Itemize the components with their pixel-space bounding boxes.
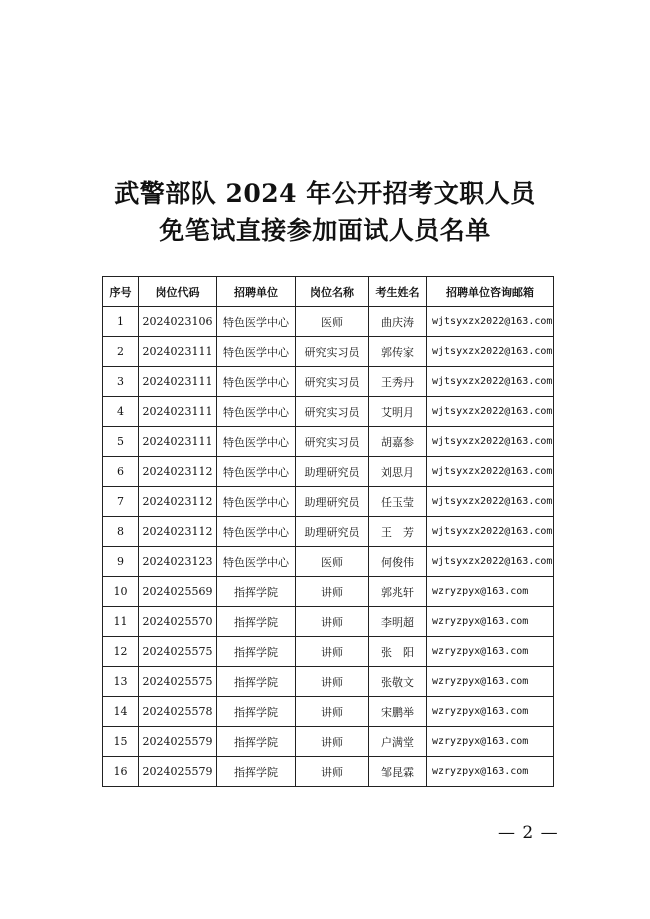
- cell-position-code: 2024023112: [139, 487, 217, 517]
- header-contact-email: 招聘单位咨询邮箱: [427, 277, 554, 307]
- cell-contact-email: wjtsyxzx2022@163.com: [427, 487, 554, 517]
- cell-candidate-name: 曲庆涛: [369, 307, 427, 337]
- table-row: [103, 547, 554, 577]
- cell-contact-email: wjtsyxzx2022@163.com: [427, 427, 554, 457]
- cell-position-code: 2024023106: [139, 307, 217, 337]
- cell-position-code: 2024025569: [139, 577, 217, 607]
- cell-position-name: 研究实习员: [296, 427, 369, 457]
- cell-position-name: 助理研究员: [296, 457, 369, 487]
- cell-position-code: 2024025578: [139, 697, 217, 727]
- cell-candidate-name: 张 阳: [369, 637, 427, 667]
- header-position-name: 岗位名称: [296, 277, 369, 307]
- cell-candidate-name: 刘思月: [369, 457, 427, 487]
- table-row: [103, 367, 554, 397]
- cell-position-name: 研究实习员: [296, 367, 369, 397]
- header-candidate-name: 考生姓名: [369, 277, 427, 307]
- cell-candidate-name: 张敬文: [369, 667, 427, 697]
- cell-recruiting-unit: 特色医学中心: [217, 367, 296, 397]
- cell-serial-number: 1: [103, 307, 139, 337]
- cell-position-name: 讲师: [296, 577, 369, 607]
- cell-serial-number: 12: [103, 637, 139, 667]
- cell-serial-number: 4: [103, 397, 139, 427]
- table-row: [103, 457, 554, 487]
- cell-contact-email: wjtsyxzx2022@163.com: [427, 457, 554, 487]
- cell-candidate-name: 户满堂: [369, 727, 427, 757]
- page-number: — 2 —: [498, 823, 559, 843]
- cell-position-code: 2024023111: [139, 397, 217, 427]
- cell-position-code: 2024025575: [139, 667, 217, 697]
- cell-recruiting-unit: 特色医学中心: [217, 487, 296, 517]
- cell-position-name: 讲师: [296, 637, 369, 667]
- cell-serial-number: 8: [103, 517, 139, 547]
- table-row: [103, 727, 554, 757]
- cell-recruiting-unit: 指挥学院: [217, 667, 296, 697]
- cell-position-code: 2024023112: [139, 457, 217, 487]
- cell-contact-email: wjtsyxzx2022@163.com: [427, 307, 554, 337]
- table-row: [103, 337, 554, 367]
- cell-candidate-name: 郭传家: [369, 337, 427, 367]
- cell-recruiting-unit: 特色医学中心: [217, 517, 296, 547]
- cell-serial-number: 15: [103, 727, 139, 757]
- cell-candidate-name: 邹昆霖: [369, 757, 427, 787]
- cell-position-name: 研究实习员: [296, 397, 369, 427]
- header-recruiting-unit: 招聘单位: [217, 277, 296, 307]
- cell-contact-email: wzryzpyx@163.com: [427, 727, 554, 757]
- cell-contact-email: wzryzpyx@163.com: [427, 607, 554, 637]
- cell-position-code: 2024025579: [139, 727, 217, 757]
- table-body: [103, 307, 554, 787]
- cell-contact-email: wjtsyxzx2022@163.com: [427, 517, 554, 547]
- cell-serial-number: 5: [103, 427, 139, 457]
- table-row: [103, 307, 554, 337]
- cell-position-name: 研究实习员: [296, 337, 369, 367]
- cell-recruiting-unit: 特色医学中心: [217, 307, 296, 337]
- cell-candidate-name: 王 芳: [369, 517, 427, 547]
- cell-contact-email: wjtsyxzx2022@163.com: [427, 397, 554, 427]
- table-header-row: [103, 277, 554, 307]
- cell-candidate-name: 王秀丹: [369, 367, 427, 397]
- cell-contact-email: wzryzpyx@163.com: [427, 757, 554, 787]
- cell-contact-email: wjtsyxzx2022@163.com: [427, 337, 554, 367]
- cell-recruiting-unit: 指挥学院: [217, 637, 296, 667]
- cell-position-name: 医师: [296, 547, 369, 577]
- table-row: [103, 397, 554, 427]
- cell-serial-number: 6: [103, 457, 139, 487]
- cell-serial-number: 3: [103, 367, 139, 397]
- cell-position-code: 2024023123: [139, 547, 217, 577]
- cell-candidate-name: 胡嘉参: [369, 427, 427, 457]
- cell-position-code: 2024025579: [139, 757, 217, 787]
- cell-candidate-name: 任玉莹: [369, 487, 427, 517]
- cell-candidate-name: 艾明月: [369, 397, 427, 427]
- table-row: [103, 577, 554, 607]
- cell-serial-number: 2: [103, 337, 139, 367]
- table-row: [103, 667, 554, 697]
- cell-recruiting-unit: 特色医学中心: [217, 427, 296, 457]
- table-row: [103, 427, 554, 457]
- cell-recruiting-unit: 指挥学院: [217, 697, 296, 727]
- cell-position-name: 医师: [296, 307, 369, 337]
- cell-position-name: 讲师: [296, 607, 369, 637]
- table-row: [103, 757, 554, 787]
- cell-position-code: 2024023111: [139, 367, 217, 397]
- cell-serial-number: 7: [103, 487, 139, 517]
- cell-position-name: 讲师: [296, 697, 369, 727]
- table-row: [103, 637, 554, 667]
- cell-position-name: 助理研究员: [296, 517, 369, 547]
- cell-position-code: 2024023112: [139, 517, 217, 547]
- cell-position-code: 2024023111: [139, 427, 217, 457]
- cell-position-name: 讲师: [296, 727, 369, 757]
- cell-serial-number: 16: [103, 757, 139, 787]
- cell-contact-email: wzryzpyx@163.com: [427, 667, 554, 697]
- cell-contact-email: wzryzpyx@163.com: [427, 637, 554, 667]
- cell-recruiting-unit: 特色医学中心: [217, 457, 296, 487]
- cell-recruiting-unit: 指挥学院: [217, 757, 296, 787]
- table-row: [103, 517, 554, 547]
- cell-serial-number: 9: [103, 547, 139, 577]
- cell-recruiting-unit: 指挥学院: [217, 727, 296, 757]
- document-title-line-2: 免笔试直接参加面试人员名单: [159, 216, 491, 245]
- cell-recruiting-unit: 特色医学中心: [217, 397, 296, 427]
- cell-recruiting-unit: 指挥学院: [217, 607, 296, 637]
- cell-serial-number: 11: [103, 607, 139, 637]
- cell-serial-number: 14: [103, 697, 139, 727]
- table-row: [103, 487, 554, 517]
- cell-contact-email: wjtsyxzx2022@163.com: [427, 547, 554, 577]
- cell-candidate-name: 何俊伟: [369, 547, 427, 577]
- header-serial-number: 序号: [103, 277, 139, 307]
- header-position-code: 岗位代码: [139, 277, 217, 307]
- cell-serial-number: 13: [103, 667, 139, 697]
- cell-recruiting-unit: 特色医学中心: [217, 337, 296, 367]
- cell-recruiting-unit: 特色医学中心: [217, 547, 296, 577]
- cell-position-name: 讲师: [296, 757, 369, 787]
- table-row: [103, 697, 554, 727]
- cell-contact-email: wjtsyxzx2022@163.com: [427, 367, 554, 397]
- table-row: [103, 607, 554, 637]
- cell-serial-number: 10: [103, 577, 139, 607]
- cell-recruiting-unit: 指挥学院: [217, 577, 296, 607]
- candidate-table: [102, 276, 554, 787]
- cell-position-code: 2024023111: [139, 337, 217, 367]
- document-title-line-1: 武警部队 2024 年公开招考文职人员: [114, 179, 536, 208]
- cell-position-code: 2024025575: [139, 637, 217, 667]
- cell-candidate-name: 郭兆轩: [369, 577, 427, 607]
- cell-contact-email: wzryzpyx@163.com: [427, 577, 554, 607]
- cell-candidate-name: 李明超: [369, 607, 427, 637]
- cell-contact-email: wzryzpyx@163.com: [427, 697, 554, 727]
- cell-position-code: 2024025570: [139, 607, 217, 637]
- cell-candidate-name: 宋鹏举: [369, 697, 427, 727]
- cell-position-name: 讲师: [296, 667, 369, 697]
- cell-position-name: 助理研究员: [296, 487, 369, 517]
